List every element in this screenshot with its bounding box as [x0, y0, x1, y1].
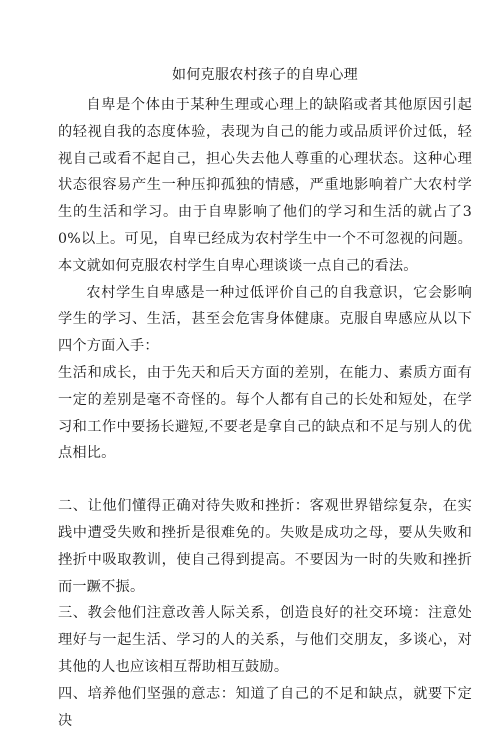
paragraph-overview: 农村学生自卑感是一种过低评价自己的自我意识，它会影响学生的学习、生活，甚至会危害身体健康。克服自卑感应从以下四个方面入手： [58, 284, 472, 355]
paragraph-gap [58, 467, 472, 493]
paragraph-point-three: 三、教会他们注意改善人际关系，创造良好的社交环境：注意处理好与一起生活、学习的人的关系，与他们交朋友，多谈心，对其他的人也应该相互帮助相互鼓励。 [58, 605, 472, 675]
document-title: 如何克服农村孩子的自卑心理 [172, 67, 358, 83]
paragraph-point-one: 生活和成长，由于先天和后天方面的差别，在能力、素质方面有一定的差别是毫不奇怪的。每个人都有自己的长处和短处，在学习和工作中要扬长避短,不要老是拿自己的缺点和不足与别人的优点相比。 [58, 364, 472, 462]
paragraph-point-two: 二、让他们懂得正确对待失败和挫折：客观世界错综复杂，在实践中遭受失败和挫折是很难免的。失败是成功之母，要从失败和挫折中吸取教训，使自己得到提高。不要因为一时的失败和挫折而一蹶不振。 [58, 498, 472, 595]
paragraph-point-four: 四、培养他们坚强的意志：知道了自己的不足和缺点，就要下定决 [58, 685, 472, 729]
paragraph-intro: 自卑是个体由于某种生理或心理上的缺陷或者其他原因引起的轻视自我的态度体验，表现为自己的能力或品质评价过低，轻视自己或看不起自己，担心失去他人尊重的心理状态。这种心理状态很容易产生一种压抑孤独的情感，严重地影响着广大农村学生的生活和学习。由于自卑影响了他们的学习和生活的就占了30%以上。可见，自卑已经成为农村学生中一个不可忽视的问题。本文就如何克服农村学生自卑心理谈谈一点自己的看法。 [58, 97, 472, 274]
